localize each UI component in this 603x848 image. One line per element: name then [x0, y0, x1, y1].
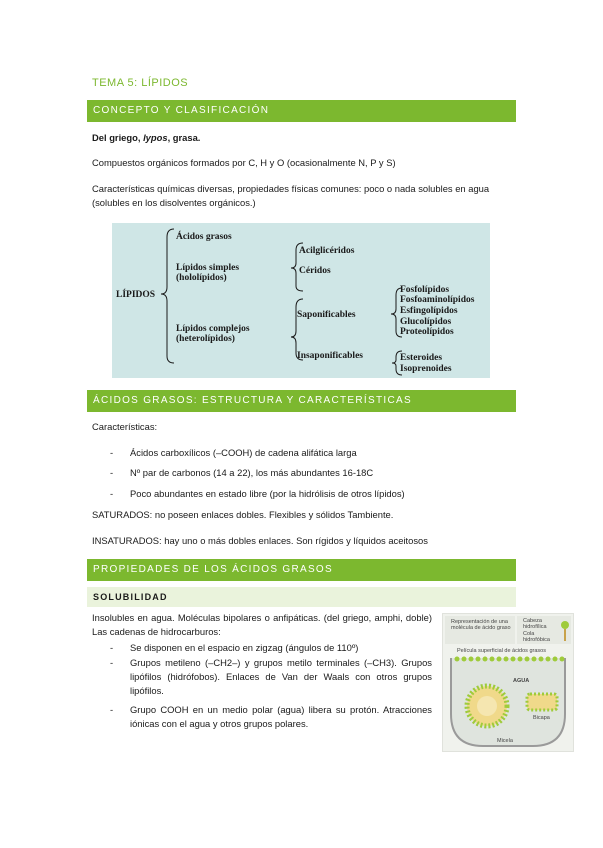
- list-item: Grupos metileno (–CH2–) y grupos metilo terminales (–CH3). Grupos lipófilos (hidrófobos). Enlaces de Van der Waals con otros grupos lipófilos.: [130, 657, 432, 696]
- saturados-text: SATURADOS: no poseen enlaces dobles. Flexibles y sólidos Tambiente.: [92, 509, 394, 520]
- molecule-head-icon: [561, 621, 569, 629]
- solubilidad-intro: Insolubles en agua. Moléculas bipolares o anfipáticas. (del griego, amphi, doble) Las cadenas de hidrocarburos:: [92, 612, 432, 637]
- figure-label-micela: Micela: [497, 738, 513, 744]
- list-dash: -: [110, 447, 114, 458]
- list-dash: -: [110, 488, 114, 499]
- list-item: Grupo COOH en un medio polar (agua) libera su protón. Atracciones iónicas con el agua y otros grupos polares.: [130, 704, 432, 729]
- diagram-simples: Lípidos simples: [176, 263, 240, 273]
- list-item: Se disponen en el espacio en zigzag (ángulos de 110º): [130, 642, 359, 653]
- figure-label-pelicula: Película superficial de ácidos grasos: [457, 648, 546, 654]
- diagram-insaponificables: Insaponificables: [297, 351, 363, 361]
- section-header-acidos: ÁCIDOS GRASOS: ESTRUCTURA Y CARACTERÍSTICAS: [87, 390, 516, 412]
- figure-label-agua: AGUA: [513, 678, 530, 684]
- insaturados-text: INSATURADOS: hay uno o más dobles enlaces. Son rígidos y líquidos aceitosos: [92, 535, 428, 546]
- subsection-header-solubilidad: SOLUBILIDAD: [87, 587, 516, 607]
- diagram-acilgliceridos: Acilglicéridos: [299, 246, 355, 256]
- list-dash: -: [110, 467, 114, 478]
- diagram-saponificables: Saponificables: [297, 310, 356, 320]
- figure-label-cabeza: Cabeza hidrofílica: [523, 618, 547, 630]
- diagram-complejos: Lípidos complejos: [176, 324, 250, 334]
- page-title: TEMA 5: LÍPIDOS: [92, 77, 189, 89]
- list-item: Nº par de carbonos (14 a 22), los más abundantes 16-18C: [130, 467, 374, 478]
- diagram-proteolipidos: Proteolípidos: [400, 327, 454, 337]
- acidos-caracteristicas-label: Características:: [92, 421, 158, 432]
- list-item: Poco abundantes en estado libre (por la hidrólisis de otros lípidos): [130, 488, 405, 499]
- micelle-core: [477, 696, 497, 716]
- figure-label-rep: Representación de una molécula de ácido graso: [451, 619, 511, 631]
- list-item: Ácidos carboxílicos (–COOH) de cadena alifática larga: [130, 447, 357, 458]
- figure-label-cola: Cola hidrofóbica: [523, 631, 550, 643]
- section-header-propiedades: PROPIEDADES DE LOS ÁCIDOS GRASOS: [87, 559, 516, 581]
- diagram-root: LÍPIDOS: [116, 290, 156, 300]
- diagram-glucolipidos: Glucolípidos: [400, 317, 452, 327]
- concepto-composition: Compuestos orgánicos formados por C, H y O (ocasionalmente N, P y S): [92, 157, 396, 168]
- section-header-concepto: CONCEPTO Y CLASIFICACIÓN: [87, 100, 516, 122]
- diagram-esfingolipidos: Esfingolípidos: [400, 306, 458, 316]
- diagram-acidos-grasos: Ácidos grasos: [176, 232, 232, 242]
- list-dash: -: [110, 642, 114, 653]
- concepto-properties: Características químicas diversas, propiedades físicas comunes: poco o nada solubles en agua (solubles en los disolventes orgánicos.): [92, 183, 490, 208]
- diagram-hololipidos: (hololípidos): [176, 273, 227, 283]
- diagram-isoprenoides: Isoprenoides: [400, 364, 452, 374]
- diagram-esteroides: Esteroides: [400, 353, 443, 363]
- figure-label-bicapa: Bicapa: [533, 715, 550, 721]
- lipid-classification-diagram: [112, 223, 490, 378]
- diagram-fosfoaminolipidos: Fosfoaminolípidos: [400, 295, 475, 305]
- diagram-fosfolipidos: Fosfolípidos: [400, 285, 450, 295]
- brace-lipidos: [161, 229, 174, 363]
- concepto-origin: Del griego, lypos, grasa.: [92, 132, 201, 143]
- list-dash: -: [110, 704, 114, 715]
- bilayer-shape: [527, 694, 557, 710]
- list-dash: -: [110, 657, 114, 668]
- diagram-heterolipidos: (heterolípidos): [176, 334, 235, 344]
- micelle-figure: [442, 613, 574, 752]
- diagram-ceridos: Céridos: [299, 266, 331, 276]
